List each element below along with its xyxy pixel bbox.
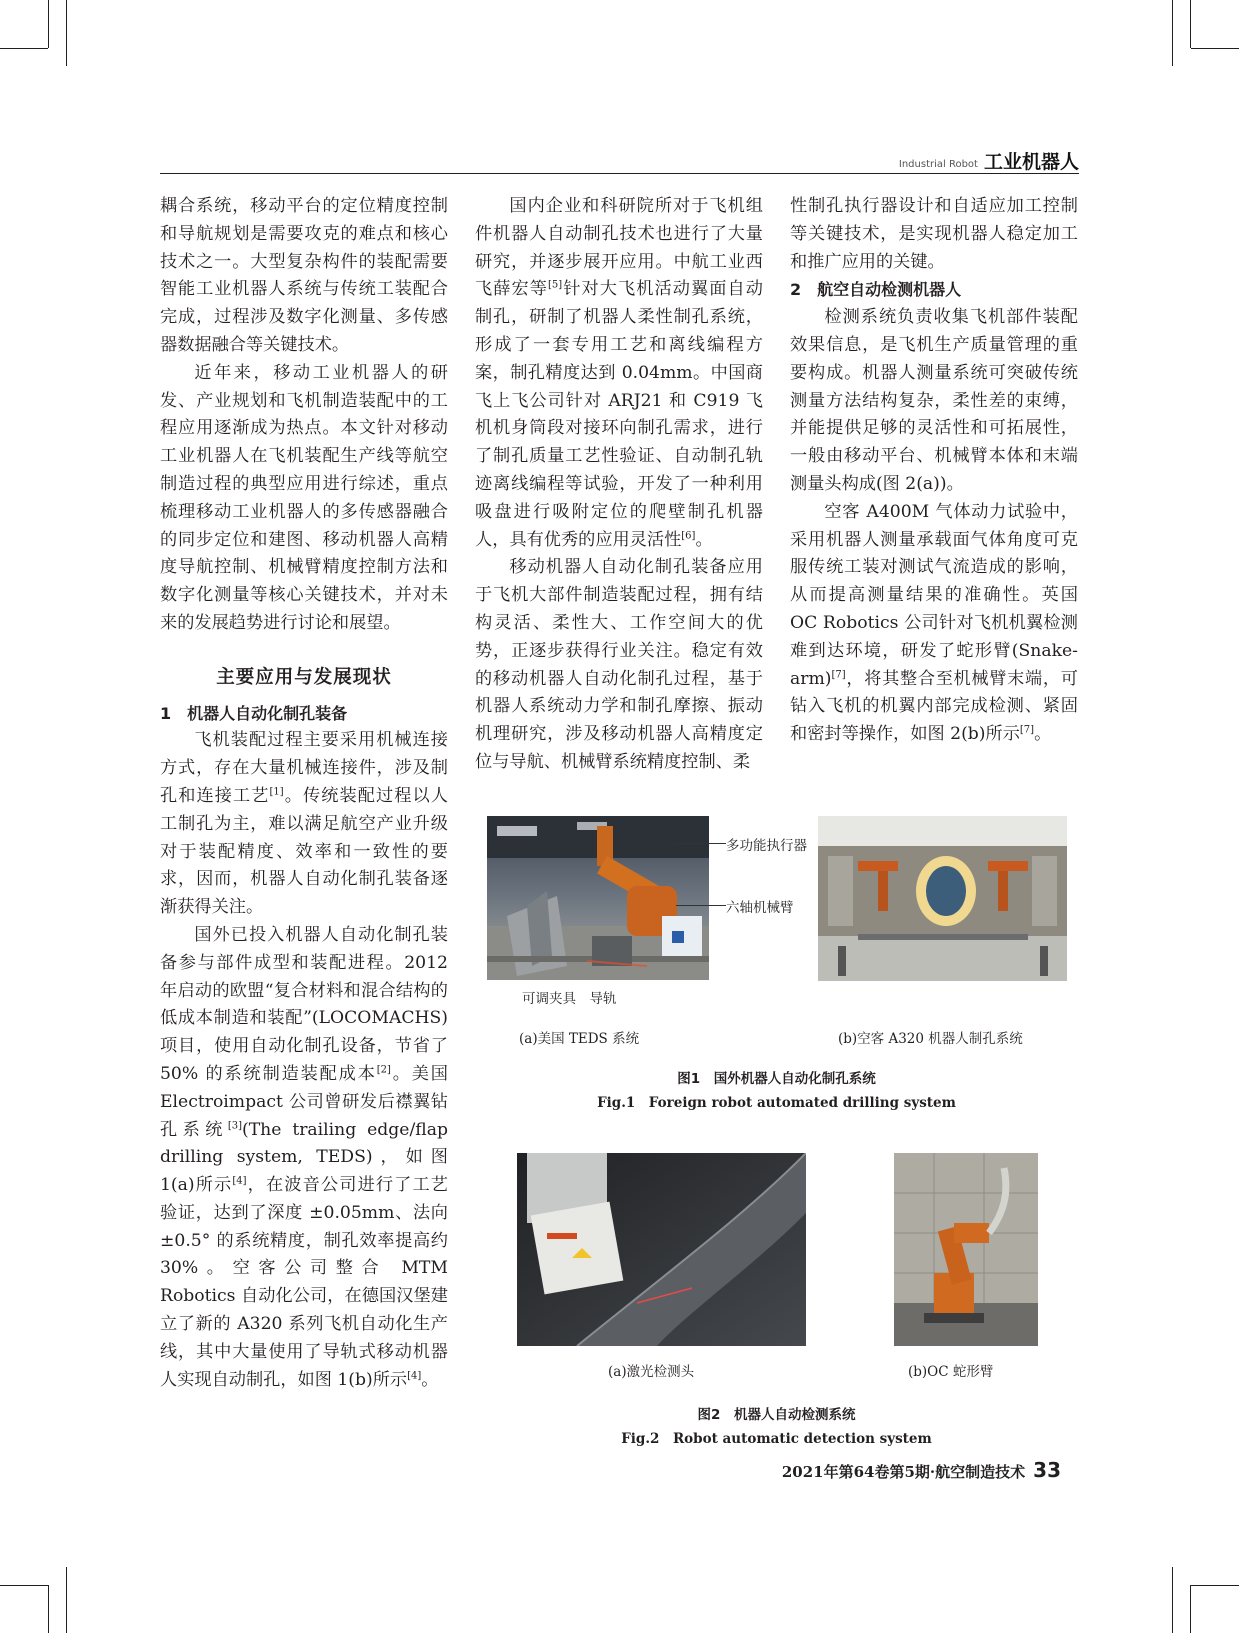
figure-1b-photo: [818, 816, 1067, 981]
page-number: 33: [1033, 1458, 1061, 1482]
leader-line: [676, 905, 726, 906]
text-column-2: [475, 193, 763, 777]
subsection-heading: 2 航空自动检测机器人: [790, 280, 962, 300]
paragraph: 耦合系统，移动平台的定位精度控制和导航规划是需要攻克的难点和核心技术之一。大型复杂构件的装配需要智能工业机器人系统与传统工装配合完成，过程涉及数字化测量、多传感器数据融合等关键技术。: [160, 196, 448, 355]
paragraph: 移动机器人自动化制孔装备应用于飞机大部件制造装配过程，拥有结构灵活、柔性大、工作空间大的优势，正逐步获得行业关注。稳定有效的移动机器人自动化制孔过程，基于机器人系统动力学和制孔摩擦、振动机理研究，涉及移动机器人高精度定位与导航、机械臂系统精度控制、柔: [475, 557, 763, 772]
crop-mark: [1191, 48, 1239, 49]
text-run: 。美国 Electroimpact 公司曾研发后襟翼钻孔系统: [160, 1063, 448, 1140]
citation: [3]: [227, 1119, 243, 1131]
header-chinese: 工业机器人: [983, 151, 1079, 173]
text-run: (The trailing edge/flap drilling system, TEDS)，如图 1(a)所示: [160, 1119, 448, 1196]
crop-mark: [1190, 0, 1191, 48]
figure-2-caption-en: Fig.2 Robot automatic detection system: [621, 1431, 932, 1447]
crop-mark: [48, 0, 49, 48]
crop-mark: [48, 1585, 49, 1633]
text-run: 。: [421, 1369, 439, 1390]
text-run: 。传统装配过程以人工制孔为主，难以满足航空产业升级对于装配精度、效率和一致性的要求，因而，机器人自动化制孔装备逐渐获得关注。: [160, 785, 448, 918]
subsection-heading: 1 机器人自动化制孔装备: [160, 703, 348, 723]
paragraph: [790, 499, 1078, 749]
paragraph: 近年来，移动工业机器人的研发、产业规划和飞机制造装配中的工程应用逐渐成为热点。本文针对移动工业机器人在飞机装配生产线等航空制造过程的典型应用进行综述，重点梳理移动工业机器人的多传感器融合的同步定位和建图、移动机器人高精度导航控制、机械臂精度控制方法和数字化测量等核心关键技术，并对未来的发展趋势进行讨论和展望。: [160, 362, 448, 633]
paragraph: [475, 193, 763, 554]
crop-mark: [1172, 0, 1173, 66]
figure-1-caption-en: Fig.1 Foreign robot automated drilling system: [597, 1095, 956, 1111]
paragraph: 检测系统负责收集飞机部件装配效果信息，是飞机生产质量管理的重要构成。机器人测量系统可突破传统测量方法结构复杂，柔性差的束缚，并能提供足够的灵活性和可拓展性，一般由移动平台、机械臂本体和末端测量头构成(图 2(a))。: [790, 307, 1078, 494]
paragraph: 性制孔执行器设计和自适应加工控制等关键技术，是实现机器人稳定加工和推广应用的关键。: [790, 196, 1078, 272]
crop-mark: [66, 1567, 67, 1633]
leader-line: [676, 843, 726, 844]
figure-2b-subcaption: (b)OC 蛇形臂: [908, 1364, 994, 1380]
figure-label-fixture-rail: 可调夹具 导轨: [522, 991, 617, 1007]
citation: [5]: [548, 279, 563, 291]
figure-1b-subcaption: (b)空客 A320 机器人制孔系统: [838, 1031, 1023, 1047]
section-heading: 主要应用与发展现状: [216, 666, 392, 688]
crop-mark: [66, 0, 67, 66]
text-run: 国内企业和科研院所对于飞机组件机器人自动制孔技术也进行了大量研究，并逐步展开应用。中航工业西飞薛宏等: [475, 196, 763, 300]
citation: [1]: [269, 786, 284, 798]
figure-1a-photo: [487, 816, 709, 980]
text-run: 空客 A400M 气体动力试验中，采用机器人测量承载面气体角度可克服传统工装对测试气流造成的影响，从而提高测量结果的准确性。英国 OC Robotics 公司针对飞机机翼检测难到达环境，研发了蛇形臂(Snake-arm): [790, 501, 1078, 689]
text-column-3: [790, 193, 1078, 749]
figure-label-six-axis-arm: 六轴机械臂: [726, 900, 794, 916]
citation: [4]: [232, 1175, 247, 1187]
figure-2b-photo: [894, 1153, 1038, 1346]
text-run: ，将其整合至机械臂末端，可钻入飞机的机翼内部完成检测、紧固和密封等操作，如图 2(b)所示: [790, 668, 1078, 745]
text-run: 飞机装配过程主要采用机械连接方式，存在大量机械连接件，涉及制孔和连接工艺: [160, 730, 448, 806]
crop-mark: [0, 1585, 48, 1586]
citation: [2]: [376, 1064, 391, 1076]
crop-mark: [1172, 1567, 1173, 1633]
citation: [4]: [407, 1369, 422, 1381]
paragraph: [160, 727, 448, 922]
crop-mark: [0, 48, 48, 49]
header-english: Industrial Robot: [898, 159, 978, 170]
citation: [6]: [681, 529, 696, 541]
figure-2-caption-cn: 图2 机器人自动检测系统: [697, 1407, 856, 1423]
text-run: 针对大飞机活动翼面自动制孔，研制了机器人柔性制孔系统，形成了一套专用工艺和离线编程方案，制孔精度达到 0.04mm。中国商飞上飞公司针对 ARJ21 和 C919 飞机机身筒段对接环向制孔需求，进行了制孔质量工艺性验证、自动制孔轨迹离线编程等试验，开发了一种利用吸盘进行吸附定位的爬壁制孔机器人，具有优秀的应用灵活性: [475, 279, 763, 550]
crop-mark: [1190, 1585, 1191, 1633]
citation: [7]: [831, 668, 846, 680]
text-run: ，在波音公司进行了工艺验证，达到了深度 ±0.05mm、法向 ±0.5° 的系统精度，制孔效率提高约 30%。空客公司整合 MTM Robotics 自动化公司，在德国汉堡建立了新的 A320 系列飞机自动化生产线，其中大量使用了导轨式移动机器人实现自动制孔，如图 1(b)所示: [160, 1175, 448, 1390]
header-rule: [160, 173, 1079, 174]
crop-mark: [1191, 1585, 1239, 1586]
running-header: [899, 144, 1079, 174]
journal-issue: 2021年第64卷第5期·航空制造技术: [781, 1463, 1026, 1481]
figure-1a-subcaption: (a)美国 TEDS 系统: [519, 1031, 640, 1047]
text-column-1: [160, 193, 448, 1394]
citation: [7]: [1019, 724, 1035, 736]
text-run: 。: [1034, 724, 1052, 745]
page-footer: [782, 1458, 1061, 1482]
figure-2a-photo: [517, 1153, 806, 1346]
text-run: 。: [695, 529, 713, 550]
paragraph: [160, 922, 448, 1395]
figure-label-end-effector: 多功能执行器: [726, 838, 807, 854]
figure-1-caption-cn: 图1 国外机器人自动化制孔系统: [677, 1071, 876, 1087]
figure-2a-subcaption: (a)激光检测头: [608, 1364, 695, 1380]
text-run: 国外已投入机器人自动化制孔装备参与部件成型和装配进程。2012 年启动的欧盟“复合材料和混合结构的低成本制造和装配”(LOCOMACHS)项目，使用自动化制孔设备，节省了 50% 的系统制造装配成本: [160, 924, 448, 1084]
